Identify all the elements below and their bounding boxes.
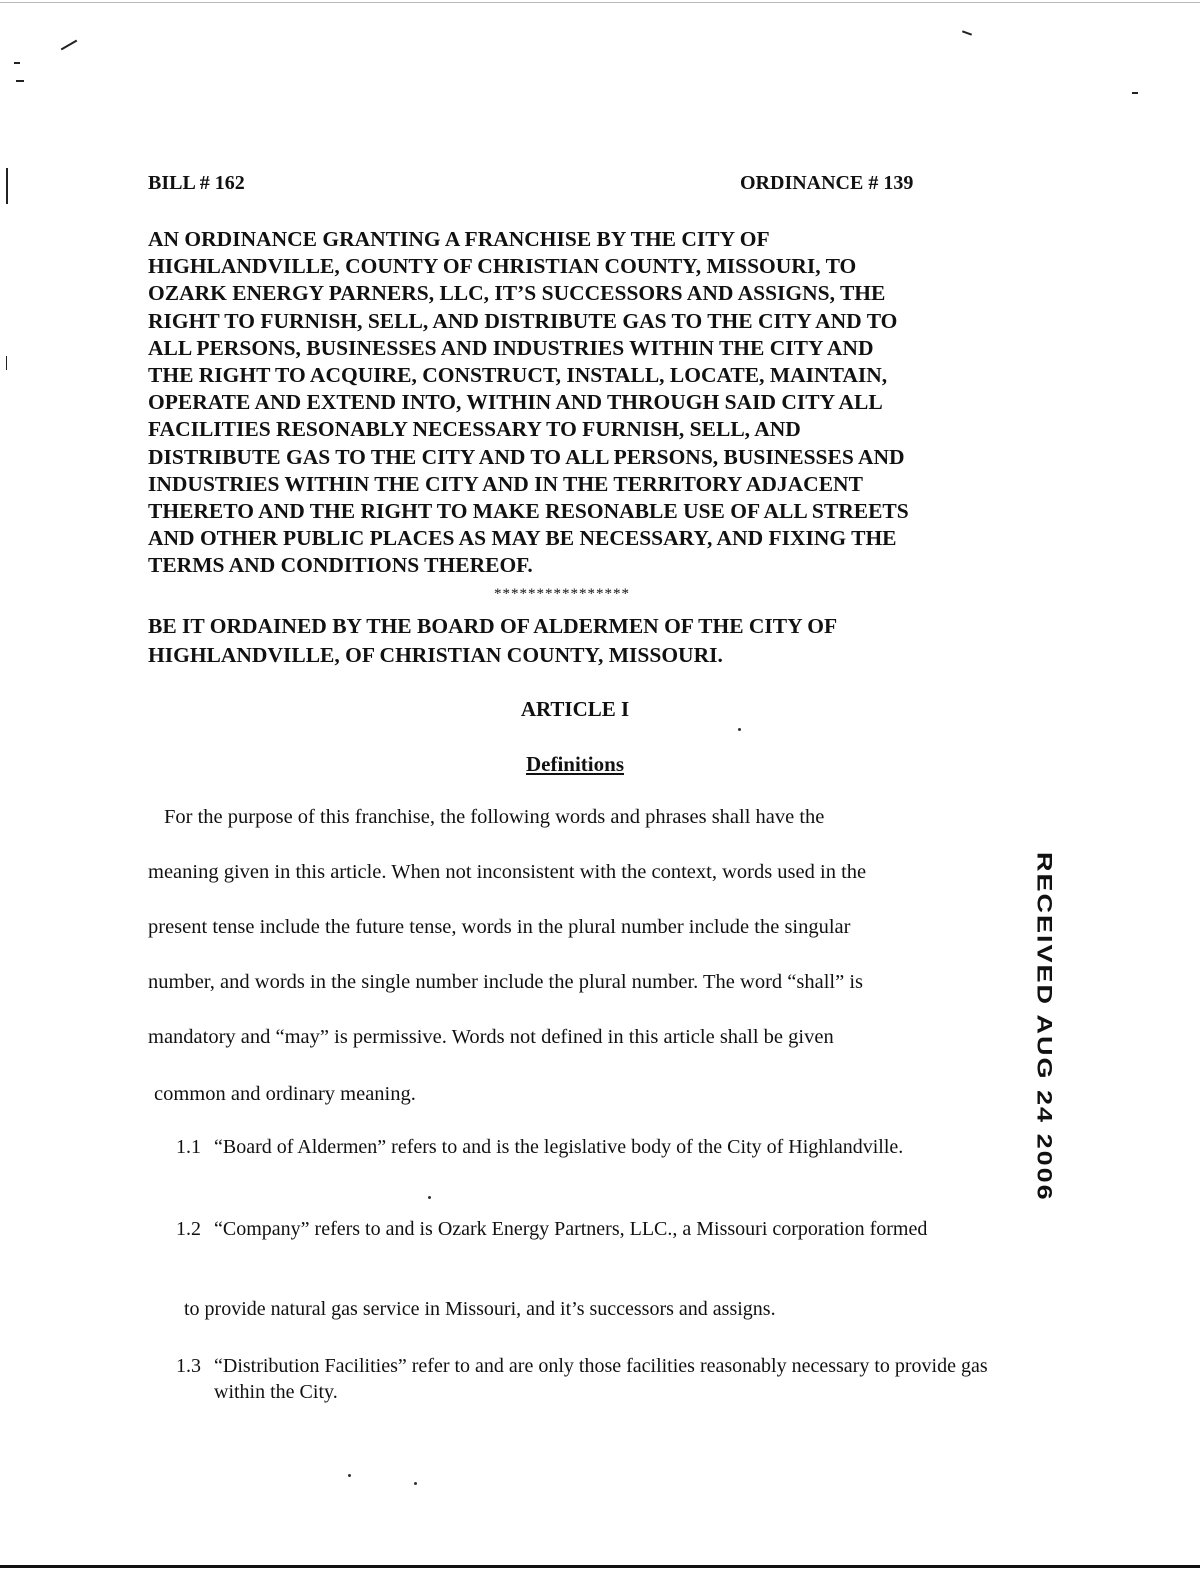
enacting-clause: [148, 612, 1008, 670]
article-title: ARTICLE I: [520, 697, 630, 721]
ordinance-number: ORDINANCE # 139: [740, 172, 914, 194]
title-line: DISTRIBUTE GAS TO THE CITY AND TO ALL PERSONS, BUSINESSES AND: [148, 444, 905, 469]
scan-mark: [14, 62, 20, 64]
scan-mark: [6, 168, 8, 204]
scan-bottom-edge: [0, 1565, 1200, 1568]
definition-item: [176, 1353, 1004, 1405]
title-line: THE RIGHT TO ACQUIRE, CONSTRUCT, INSTALL, LOCATE, MAINTAIN,: [148, 363, 888, 388]
title-line: AND OTHER PUBLIC PLACES AS MAY BE NECESSARY, AND FIXING THE: [148, 526, 897, 551]
separator: ****************: [494, 586, 630, 602]
scan-speck: [414, 1482, 417, 1485]
definition-item: [176, 1216, 1004, 1242]
title-line: INDUSTRIES WITHIN THE CITY AND IN THE TERRITORY ADJACENT: [148, 471, 863, 496]
scan-speck: [348, 1474, 351, 1477]
title-line: ALL PERSONS, BUSINESSES AND INDUSTRIES WITHIN THE CITY AND: [148, 335, 874, 360]
scan-mark: [61, 40, 78, 51]
bill-number: BILL # 162: [148, 172, 245, 194]
definition-number: 1.2: [176, 1218, 201, 1240]
definition-item: [176, 1134, 904, 1160]
definition-text: “Company” refers to and is Ozark Energy Partners, LLC., a Missouri corporation formed: [214, 1218, 928, 1240]
enacting-line: BE IT ORDAINED BY THE BOARD OF ALDERMEN OF THE CITY OF: [148, 614, 838, 638]
scan-speck: [428, 1196, 431, 1199]
intro-line: present tense include the future tense, words in the plural number include the singular: [148, 916, 851, 938]
title-line: THERETO AND THE RIGHT TO MAKE RESONABLE USE OF ALL STREETS: [148, 499, 909, 524]
definition-text: “Board of Aldermen” refers to and is the legislative body of the City of Highlandville.: [214, 1136, 904, 1158]
enacting-line: HIGHLANDVILLE, OF CHRISTIAN COUNTY, MISSOURI.: [148, 643, 723, 667]
definition-text: “Distribution Facilities” refer to and are only those facilities reasonably necessary to provide gas within the City.: [214, 1355, 988, 1403]
intro-line: meaning given in this article. When not inconsistent with the context, words used in the: [148, 861, 867, 883]
scan-mark: [1132, 92, 1138, 94]
definition-continuation: to provide natural gas service in Missouri, and it’s successors and assigns.: [184, 1298, 776, 1320]
scan-top-edge: [0, 2, 1200, 3]
intro-line: For the purpose of this franchise, the following words and phrases shall have the: [164, 806, 825, 828]
definition-number: 1.1: [176, 1136, 201, 1158]
title-line: HIGHLANDVILLE, COUNTY OF CHRISTIAN COUNTY, MISSOURI, TO: [148, 254, 857, 279]
intro-line: mandatory and “may” is permissive. Words not defined in this article shall be given: [148, 1026, 834, 1048]
title-line: TERMS AND CONDITIONS THEREOF.: [148, 553, 533, 578]
section-heading: Definitions: [525, 752, 624, 776]
title-line: RIGHT TO FURNISH, SELL, AND DISTRIBUTE GAS TO THE CITY AND TO: [148, 308, 898, 333]
scan-mark: [16, 80, 24, 82]
title-line: FACILITIES RESONABLY NECESSARY TO FURNISH, SELL, AND: [148, 417, 801, 442]
scan-mark: [962, 30, 972, 35]
title-line: OZARK ENERGY PARNERS, LLC, IT’S SUCCESSORS AND ASSIGNS, THE: [148, 281, 886, 306]
intro-line: common and ordinary meaning.: [154, 1083, 416, 1105]
scan-speck: [738, 728, 741, 731]
scan-mark: [6, 356, 7, 370]
title-line: OPERATE AND EXTEND INTO, WITHIN AND THROUGH SAID CITY ALL: [148, 390, 883, 415]
ordinance-title: [148, 226, 1018, 580]
intro-line: number, and words in the single number include the plural number. The word “shall” is: [148, 971, 863, 993]
title-line: AN ORDINANCE GRANTING A FRANCHISE BY THE CITY OF: [148, 227, 770, 251]
received-stamp: RECEIVED AUG 24 2006: [1032, 852, 1057, 1202]
definition-number: 1.3: [176, 1355, 201, 1377]
